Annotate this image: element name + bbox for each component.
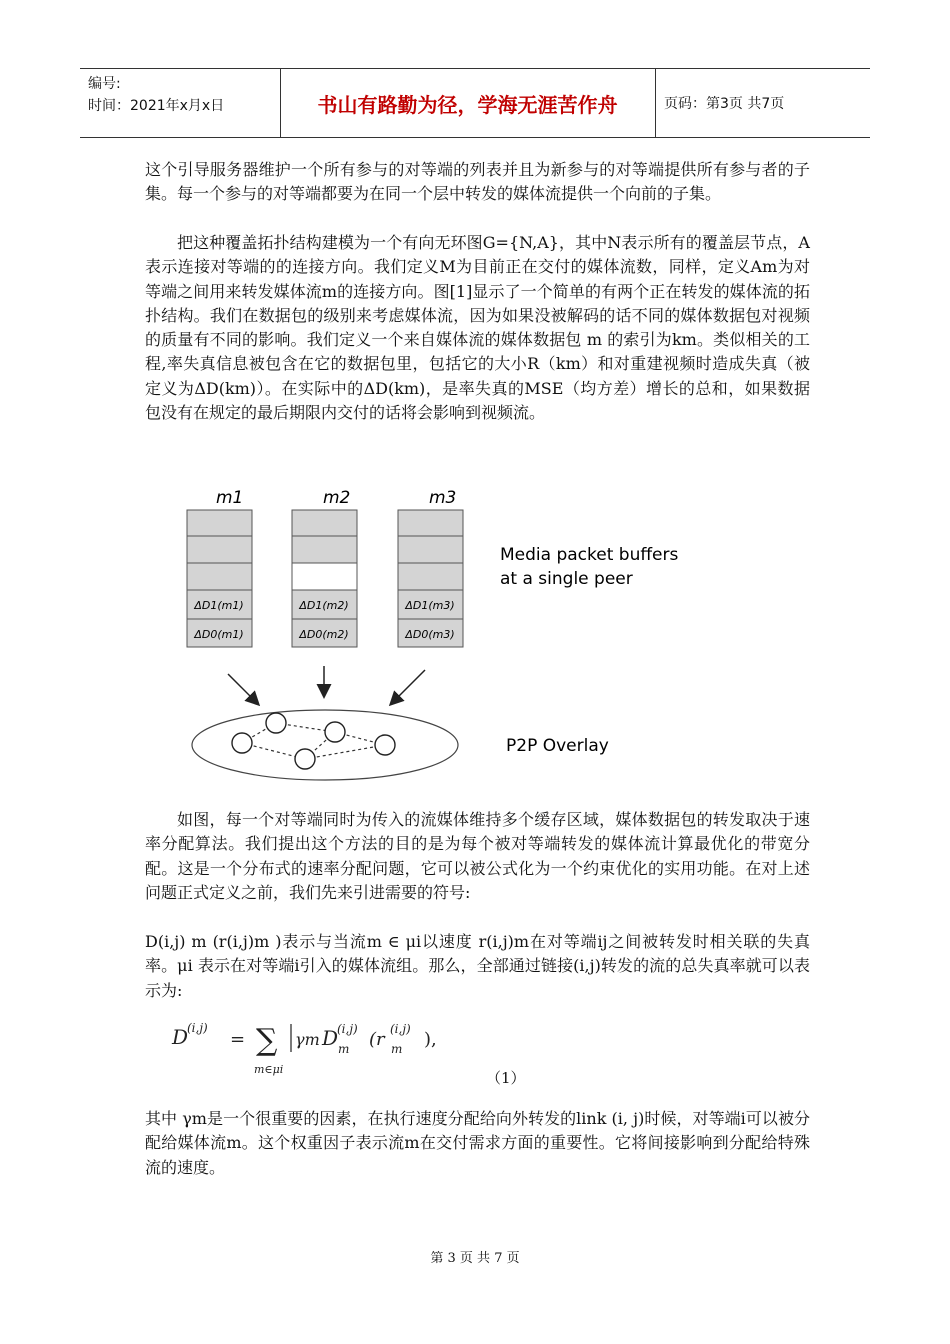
buffer-stack-m1 xyxy=(187,510,252,647)
eq-lhs: D xyxy=(172,1025,189,1049)
eq-gamma: γm xyxy=(295,1030,320,1049)
eq-close: ), xyxy=(424,1029,437,1050)
page-header xyxy=(80,68,870,138)
peer-node xyxy=(232,733,252,753)
peer-node xyxy=(266,713,286,733)
doc-number-label: 编号: xyxy=(88,76,121,92)
buffer-caption-line2: at a single peer xyxy=(500,569,633,589)
buffer-stack-m3 xyxy=(398,510,463,647)
header-page-label: 页码：第3页 共7页 xyxy=(664,96,785,112)
stream-label-m2: m2 xyxy=(323,488,351,508)
eq-sigma: ∑ xyxy=(256,1023,278,1058)
buffer-stack-m2 xyxy=(292,510,357,647)
buffer-cell-label: ΔD1(m1) xyxy=(194,599,244,612)
paragraph-buffers: 如图，每一个对等端同时为传入的流媒体维持多个缓存区域，媒体数据包的转发取决于速率分配算法。我们提出这个方法的目的是为每个被对等端转发的媒体流计算最优化的带宽分配。这是一个分布式的速率分配问题，它可以被公式化为一个约束优化的实用功能。在对上述问题正式定义之前，我们先来引进需要的符号: xyxy=(145,810,810,902)
buffer-cell-label: ΔD0(m2) xyxy=(299,628,349,641)
equation-number: （1） xyxy=(486,1069,526,1087)
header-motto: 书山有路勤为径，学海无涯苦作舟 xyxy=(317,92,618,117)
buffer-caption-line1: Media packet buffers xyxy=(500,545,679,565)
buffer-cell-label: ΔD0(m1) xyxy=(194,628,244,641)
buffer-cell-label: ΔD1(m3) xyxy=(405,599,455,612)
page-footer: 第 3 页 共 7 页 xyxy=(430,1251,520,1266)
doc-time-label: 时间：2021年x月x日 xyxy=(88,98,225,114)
eq-sum-index: m∈μi xyxy=(254,1063,284,1076)
arrow-m3 xyxy=(391,670,425,704)
buffer-cell-label: ΔD1(m2) xyxy=(299,599,349,612)
eq-equals: = xyxy=(230,1029,246,1050)
peer-node xyxy=(375,735,395,755)
header-left xyxy=(88,73,224,117)
eq-r-sup: (i,j) xyxy=(390,1022,411,1036)
eq-d: D xyxy=(322,1026,339,1050)
buffer-cell-label: ΔD0(m3) xyxy=(405,628,455,641)
eq-d-sup: (i,j) xyxy=(337,1022,358,1036)
eq-d-sub: m xyxy=(338,1042,350,1056)
peer-node xyxy=(295,749,315,769)
paragraph-weight: 其中 γm是一个很重要的因素，在执行速度分配给向外转发的link (i, j)时候，对等端i可以被分配给媒体流m。这个权重因子表示流m在交付需求方面的重要性。它将间接影响到分配给特殊流的速度。 xyxy=(145,1109,810,1177)
eq-r-sub: m xyxy=(391,1042,403,1056)
eq-lhs-sup: (i,j) xyxy=(187,1021,208,1035)
header-divider xyxy=(655,69,656,137)
paragraph-bootstrap: 这个引导服务器维护一个所有参与的对等端的列表并且为新参与的对等端提供所有参与者的子集。每一个参与的对等端都要为在同一个层中转发的媒体流提供一个向前的子集。 xyxy=(145,160,810,204)
peer-node xyxy=(325,722,345,742)
distortion-equation xyxy=(170,1018,490,1078)
arrow-m1 xyxy=(228,674,258,704)
paragraph-notation: D(i,j) m (r(i,j)m )表示与当流m ∈ μi以速度 r(i,j)m在对等端ij之间被转发时相关联的失真率。μi 表示在对等端i引入的媒体流组。那么，全部通过链接(i,j)转发的流的总失真率就可以表示为: xyxy=(145,932,810,1000)
stream-label-m3: m3 xyxy=(429,488,457,508)
media-buffer-figure xyxy=(180,482,700,782)
eq-r: (r xyxy=(369,1029,385,1050)
overlay-label: P2P Overlay xyxy=(506,736,609,756)
stream-label-m1: m1 xyxy=(216,488,244,508)
paragraph-topology: 把这种覆盖拓扑结构建模为一个有向无环图G={N,A}，其中N表示所有的覆盖层节点，A表示连接对等端的的连接方向。我们定义M为目前正在交付的媒体流数，同样，定义Am为对等端之间用来转发媒体流m的连接方向。图[1]显示了一个简单的有两个正在转发的媒体流的拓扑结构。我们在数据包的级别来考虑媒体流，因为如果没被解码的话不同的媒体数据包对视频的质量有不同的影响。我们定义一个来自媒体流的媒体数据包 m 的索引为km。类似相关的工程,率失真信息被包含在它的数据包里，包括它的大小R（km）和对重建视频时造成失真（被定义为ΔD(km)）。在实际中的ΔD(km)，是率失真的MSE（均方差）增长的总和，如果数据包没有在规定的最后期限内交付的话将会影响到视频流。 xyxy=(145,233,810,423)
